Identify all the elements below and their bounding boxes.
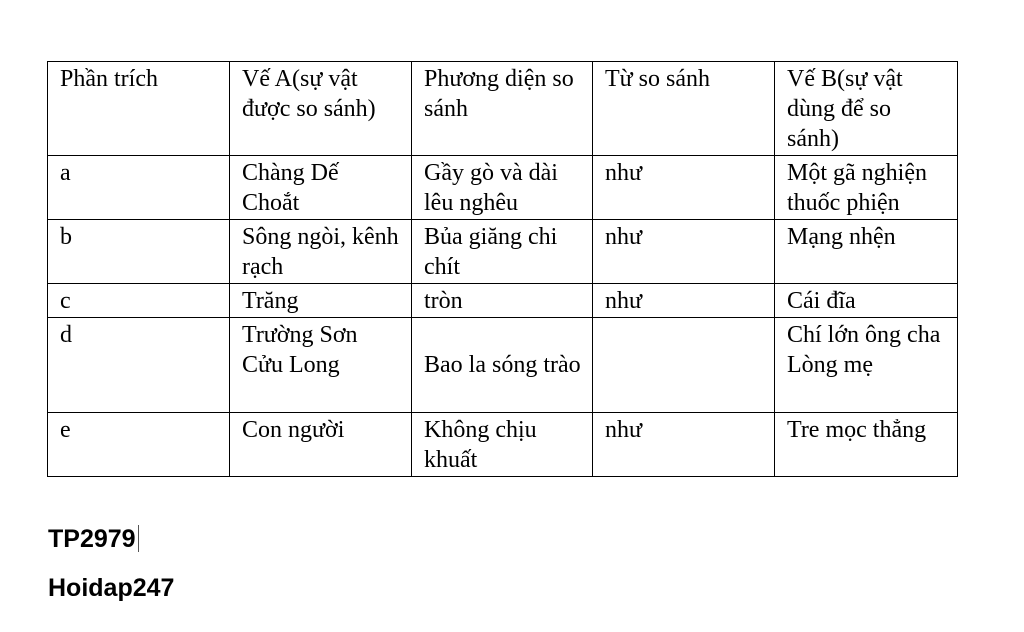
table-cell: Con người — [230, 413, 412, 477]
table-cell: tròn — [412, 284, 593, 318]
header-cell-phan-trich: Phần trích — [48, 62, 230, 156]
table-cell: Chàng Dế Choắt — [230, 156, 412, 220]
table-cell: Trăng — [230, 284, 412, 318]
text-cursor — [138, 525, 139, 552]
table-cell: c — [48, 284, 230, 318]
table-cell: như — [593, 413, 775, 477]
code-caption — [48, 524, 139, 554]
code-caption-text: TP2979 — [48, 525, 136, 553]
table-row — [48, 318, 958, 413]
table-cell: như — [593, 156, 775, 220]
header-cell-ve-a: Vế A(sự vật được so sánh) — [230, 62, 412, 156]
table-cell: Chí lớn ông cha Lòng mẹ — [775, 318, 958, 413]
table-cell: Mạng nhện — [775, 220, 958, 284]
comparison-table — [47, 61, 958, 477]
table-cell: a — [48, 156, 230, 220]
site-caption-text: Hoidap247 — [48, 574, 175, 602]
table-cell: như — [593, 284, 775, 318]
table-cell: Không chịu khuất — [412, 413, 593, 477]
table-row — [48, 156, 958, 220]
table-cell: Cái đĩa — [775, 284, 958, 318]
table-cell: như — [593, 220, 775, 284]
table-cell: Trường Sơn Cửu Long — [230, 318, 412, 413]
table-row — [48, 284, 958, 318]
table-cell — [593, 318, 775, 413]
header-cell-ve-b: Vế B(sự vật dùng để so sánh) — [775, 62, 958, 156]
table-cell: b — [48, 220, 230, 284]
table-cell: Sông ngòi, kênh rạch — [230, 220, 412, 284]
table-header-row — [48, 62, 958, 156]
table-row — [48, 413, 958, 477]
table-cell: Bao la sóng trào — [412, 318, 593, 413]
table-row — [48, 220, 958, 284]
table-cell: Gầy gò và dài lêu nghêu — [412, 156, 593, 220]
table-cell: Một gã nghiện thuốc phiện — [775, 156, 958, 220]
header-cell-tu-so-sanh: Từ so sánh — [593, 62, 775, 156]
table-cell: d — [48, 318, 230, 413]
table-cell: e — [48, 413, 230, 477]
site-caption — [48, 573, 174, 603]
table-cell: Bủa giăng chi chít — [412, 220, 593, 284]
header-cell-phuong-dien: Phương diện so sánh — [412, 62, 593, 156]
table-cell: Tre mọc thẳng — [775, 413, 958, 477]
